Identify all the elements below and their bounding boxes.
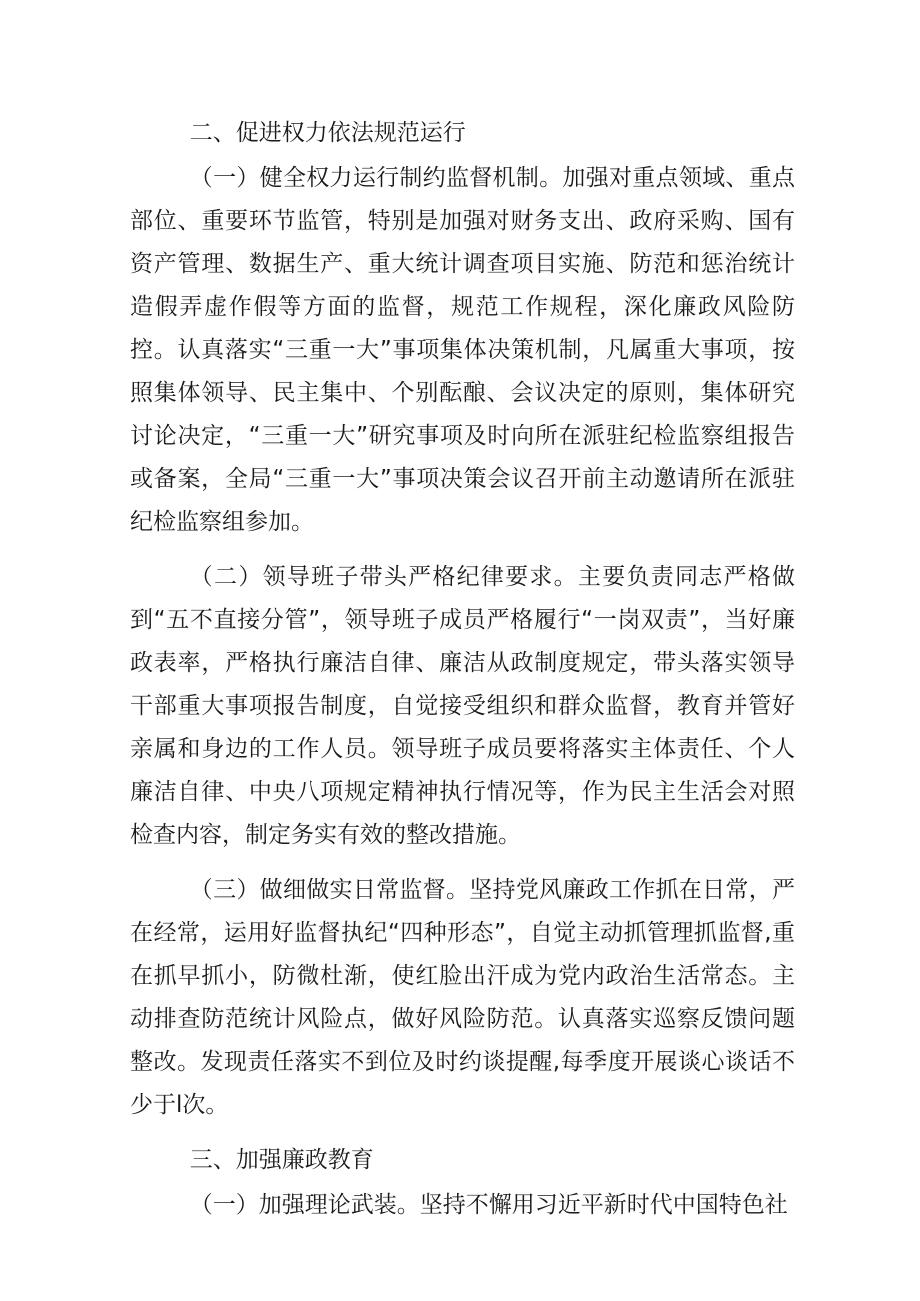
section-heading-3: 三、加强廉政教育 bbox=[189, 1147, 374, 1173]
paragraph-2-1: （一）健全权力运行制约监督机制。加强对重点领域、重点部位、重要环节监管，特别是加强对财务支出、政府采购、国有资产管理、数据生产、重大统计调查项目实施、防范和惩治统计造假弄虚作假等方面的监督，规范工作规程，深化廉政风险防控。认真落实“三重一大”事项集体决策机制，凡属重大事项，按照集体领导、民主集中、个别酝酿、会议决定的原则，集体研究讨论决定，“三重一大”研究事项及时向所在派驻纪检监察组报告或备案，全局“三重一大”事项决策会议召开前主动邀请所在派驻纪检监察组参加。 bbox=[130, 165, 795, 535]
document-body bbox=[130, 112, 795, 1227]
paragraph-3-1: （一）加强理论武装。坚持不懈用习近平新时代中国特色社 bbox=[189, 1192, 788, 1218]
section-heading-2: 二、促进权力依法规范运行 bbox=[189, 120, 466, 146]
paragraph-2-3: （三）做细做实日常监督。坚持党风廉政工作抓在日常，严在经常，运用好监督执纪“四种形态”，自觉主动抓管理抓监督,重在抓早抓小，防微杜渐，使红脸出汗成为党内政治生活常态。主动排查防范统计风险点，做好风险防范。认真落实巡察反馈问题整改。发现责任落实不到位及时约谈提醒,每季度开展谈心谈话不少于l次。 bbox=[130, 877, 795, 1118]
paragraph-2-2: （二）领导班子带头严格纪律要求。主要负责同志严格做到“五不直接分管”，领导班子成员严格履行“一岗双责”，当好廉政表率，严格执行廉洁自律、廉洁从政制度规定，带头落实领导干部重大事项报告制度，自觉接受组织和群众监督，教育并管好亲属和身边的工作人员。领导班子成员要将落实主体责任、个人廉洁自律、中央八项规定精神执行情况等，作为民主生活会对照检查内容，制定务实有效的整改措施。 bbox=[130, 564, 795, 848]
